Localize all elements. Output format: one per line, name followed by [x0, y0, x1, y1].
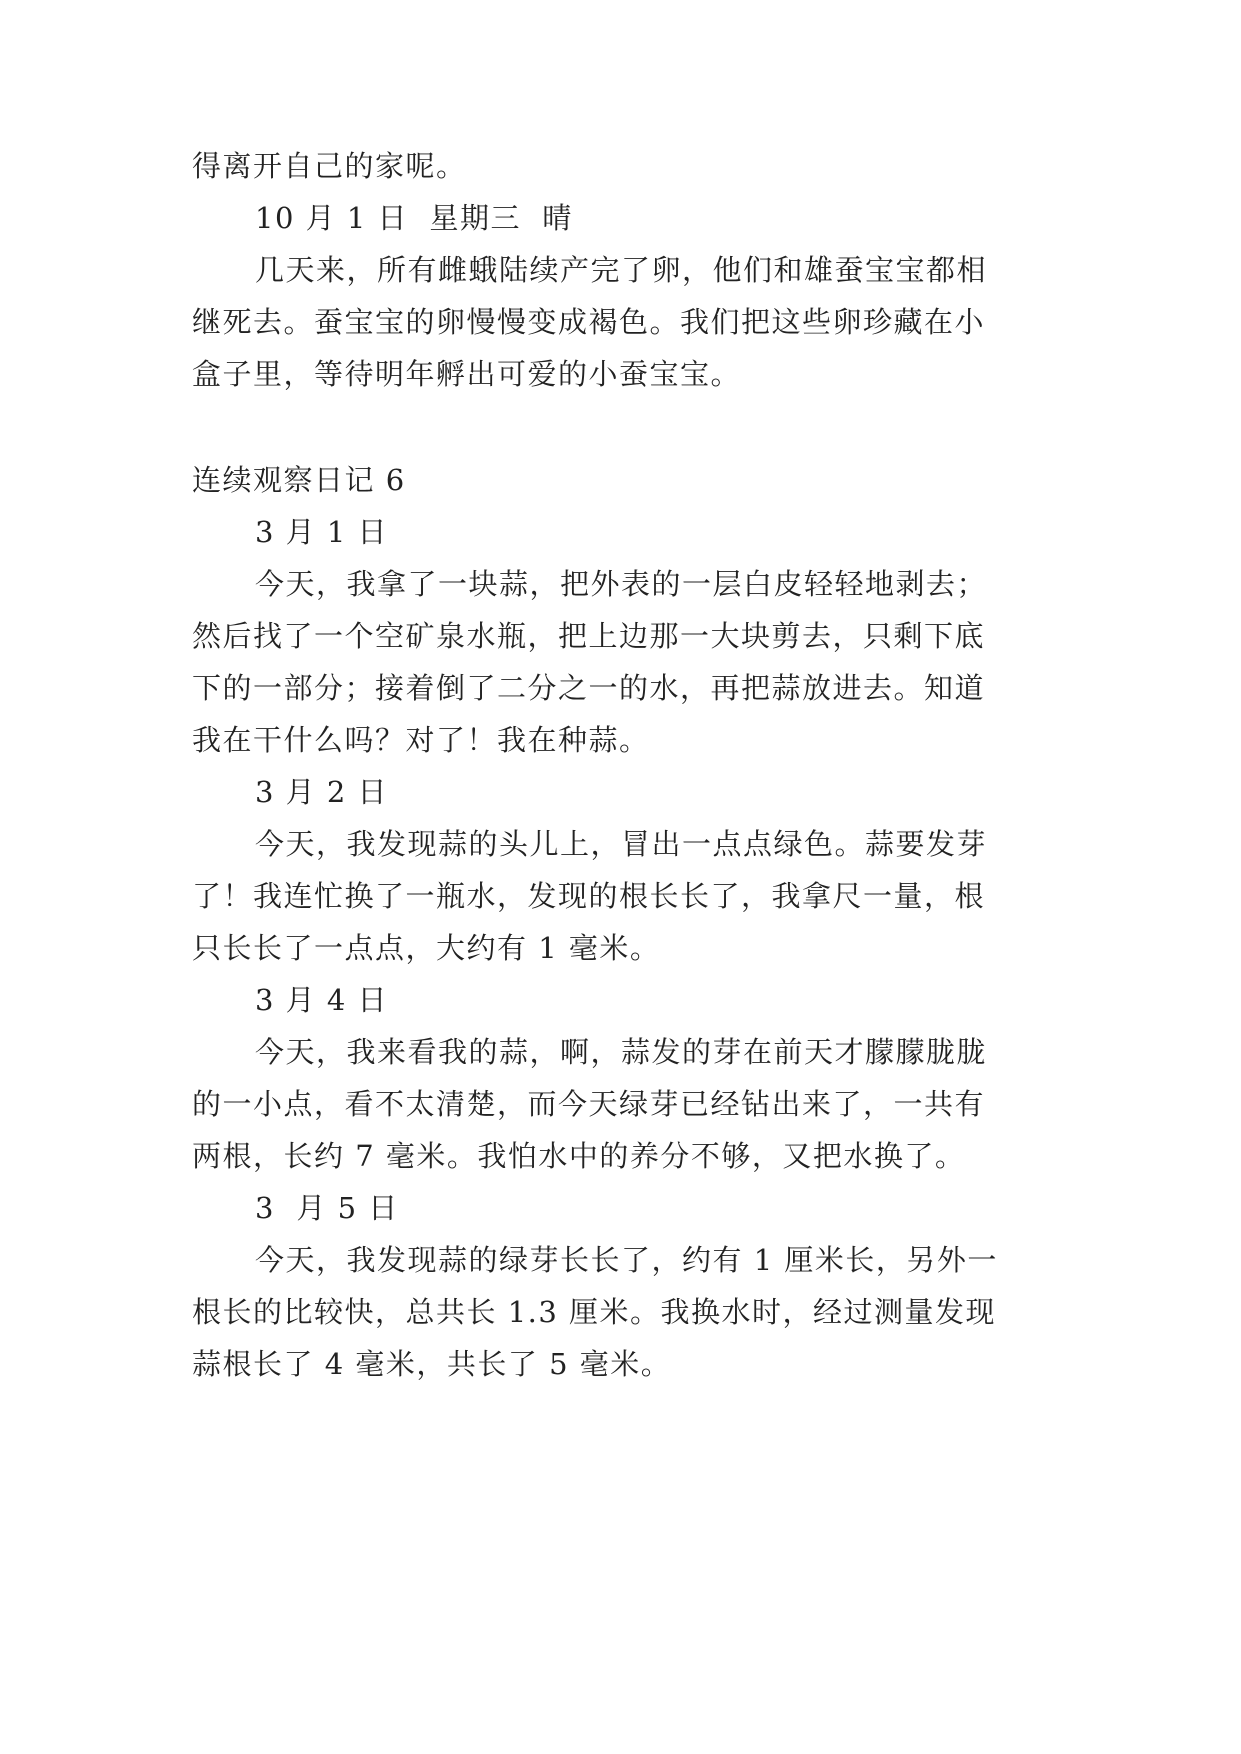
- paragraph-line: 下的一部分；接着倒了二分之一的水，再把蒜放进去。知道: [192, 671, 986, 705]
- section-title: 连续观察日记 6: [192, 463, 406, 497]
- continuation-line: 得离开自己的家呢。: [192, 149, 467, 183]
- paragraph-line: 两根，长约 7 毫米。我怕水中的养分不够，又把水换了。: [192, 1139, 966, 1173]
- entry-date: 3 月 1 日: [255, 515, 389, 549]
- paragraph-line: 盒子里，等待明年孵出可爱的小蚕宝宝。: [192, 357, 742, 391]
- paragraph-line: 蒜根长了 4 毫米，共长了 5 毫米。: [192, 1347, 672, 1381]
- entry-date: 10 月 1 日 星期三 晴: [255, 201, 573, 235]
- paragraph-line: 今天，我发现蒜的绿芽长长了，约有 1 厘米长，另外一: [255, 1243, 998, 1277]
- paragraph-line: 我在干什么吗？对了！我在种蒜。: [192, 723, 650, 757]
- paragraph-line: 了！我连忙换了一瓶水，发现的根长长了，我拿尺一量，根: [192, 879, 986, 913]
- entry-date: 3 月 2 日: [255, 775, 389, 809]
- paragraph-line: 几天来，所有雌蛾陆续产完了卵，他们和雄蚕宝宝都相: [255, 253, 988, 287]
- paragraph-line: 然后找了一个空矿泉水瓶，把上边那一大块剪去，只剩下底: [192, 619, 986, 653]
- paragraph-line: 今天，我来看我的蒜，啊，蒜发的芽在前天才朦朦胧胧: [255, 1035, 988, 1069]
- paragraph-line: 今天，我发现蒜的头儿上，冒出一点点绿色。蒜要发芽: [255, 827, 988, 861]
- entry-date: 3 月 5 日: [255, 1191, 399, 1225]
- entry-date: 3 月 4 日: [255, 983, 389, 1017]
- paragraph-line: 根长的比较快，总共长 1.3 厘米。我换水时，经过测量发现: [192, 1295, 997, 1329]
- paragraph-line: 继死去。蚕宝宝的卵慢慢变成褐色。我们把这些卵珍藏在小: [192, 305, 986, 339]
- paragraph-line: 的一小点，看不太清楚，而今天绿芽已经钻出来了，一共有: [192, 1087, 986, 1121]
- paragraph-line: 今天，我拿了一块蒜，把外表的一层白皮轻轻地剥去；: [255, 567, 988, 601]
- paragraph-line: 只长长了一点点，大约有 1 毫米。: [192, 931, 661, 965]
